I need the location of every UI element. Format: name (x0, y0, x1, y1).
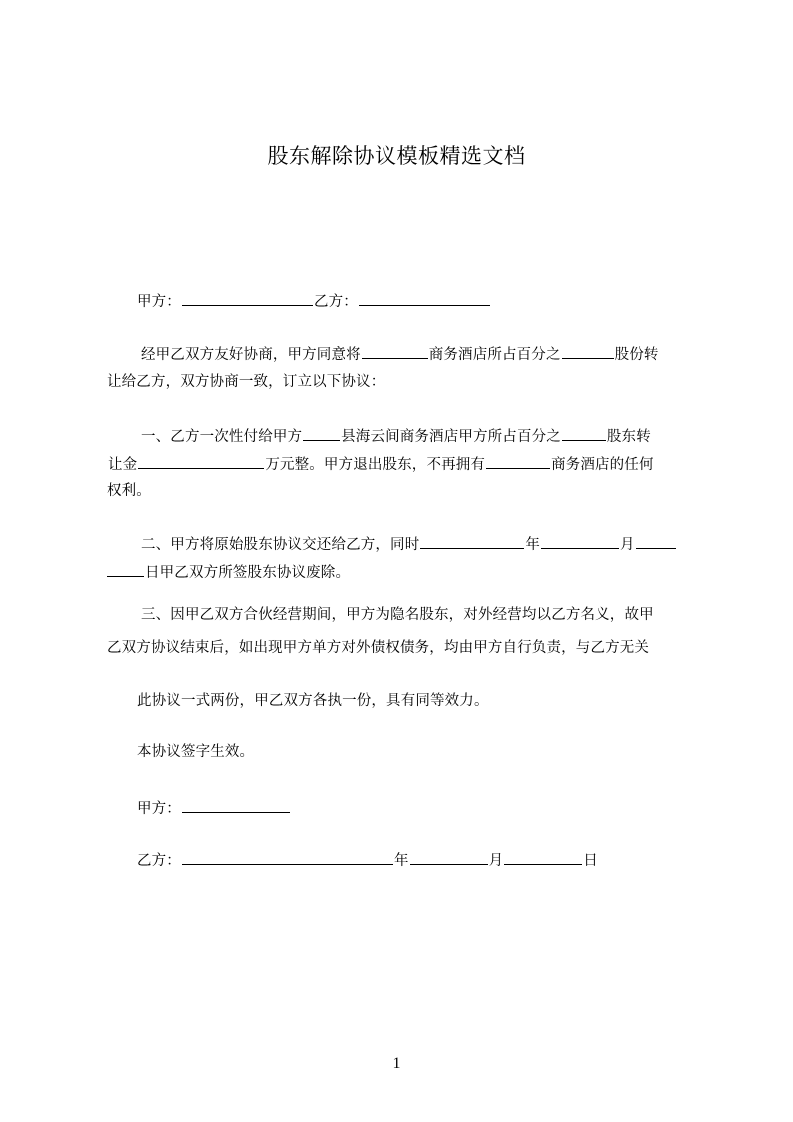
signature-party-a-blank[interactable] (182, 798, 290, 813)
intro-text-2: 商务酒店所占百分之 (428, 347, 561, 363)
clause2-text-1: 二、甲方将原始股东协议交还给乙方，同时 (141, 537, 420, 553)
clause3-line-2: 乙双方协议结束后，如出现甲方单方对外债权债务，均由甲方自行负责，与乙方无关 (107, 640, 650, 656)
clause1-text-5: 万元整。甲方退出股东，不再拥有 (265, 457, 486, 473)
clause2-line-1 (141, 534, 677, 555)
parties-line (137, 291, 491, 312)
share-percent-blank[interactable] (562, 344, 614, 359)
transfer-fee-blank[interactable] (138, 454, 264, 469)
intro-text-3: 股份转 (614, 347, 659, 363)
clause2-line-2 (106, 562, 350, 583)
signature-month-blank[interactable] (410, 850, 488, 865)
clause1-line-2 (108, 454, 654, 475)
clause1-text-3: 股东转 (606, 429, 651, 445)
party-a-blank[interactable] (182, 291, 313, 306)
intro-text-1: 经甲乙双方友好协商，甲方同意将 (141, 347, 361, 363)
effective-line: 本协议签字生效。 (137, 744, 255, 760)
clause1-text-4: 让金 (108, 457, 138, 473)
party-b-label: 乙方： (313, 294, 358, 310)
clause1-hotel-blank[interactable] (486, 454, 550, 469)
party-b-blank[interactable] (359, 291, 490, 306)
clause2-day-blank-a[interactable] (636, 534, 676, 549)
intro-line-2: 让给乙方，双方协商一致，订立以下协议： (107, 374, 386, 390)
signature-party-b-blank[interactable] (182, 850, 393, 865)
signature-party-a (137, 798, 291, 819)
signature-day-label: 日 (583, 853, 598, 869)
clause1-line-1 (141, 426, 651, 447)
page-title: 股东解除协议模板精选文档 (267, 144, 526, 168)
clause2-day-blank-b[interactable] (107, 562, 144, 577)
page-number: 1 (392, 1055, 401, 1072)
copies-line: 此协议一式两份，甲乙双方各执一份，具有同等效力。 (137, 693, 489, 709)
signature-month-label: 月 (488, 853, 504, 869)
clause2-month-blank[interactable] (541, 534, 619, 549)
clause1-text-1: 一、乙方一次性付给甲方 (141, 429, 303, 445)
clause1-line-3: 权利。 (107, 483, 151, 499)
clause2-text-2: 日甲乙双方所签股东协议废除。 (145, 565, 351, 581)
signature-day-blank[interactable] (504, 850, 582, 865)
signature-party-b-label: 乙方： (137, 853, 181, 869)
party-a-label: 甲方： (137, 294, 181, 310)
clause2-month-label: 月 (620, 537, 635, 553)
signature-year-label: 年 (393, 853, 409, 869)
clause1-percent-blank[interactable] (562, 426, 606, 441)
signature-party-b (137, 850, 598, 871)
clause2-year-label: 年 (525, 537, 541, 553)
clause2-year-blank[interactable] (420, 534, 524, 549)
clause1-text-6: 商务酒店的任何 (551, 457, 654, 473)
clause1-text-2: 县海云间商务酒店甲方所占百分之 (341, 429, 561, 445)
intro-line-1 (141, 344, 659, 365)
clause3-line-1: 三、因甲乙双方合伙经营期间，甲方为隐名股东，对外经营均以乙方名义，故甲 (141, 607, 654, 623)
signature-party-a-label: 甲方： (137, 801, 181, 817)
clause1-blank-1[interactable] (303, 426, 340, 441)
hotel-name-blank[interactable] (362, 344, 428, 359)
